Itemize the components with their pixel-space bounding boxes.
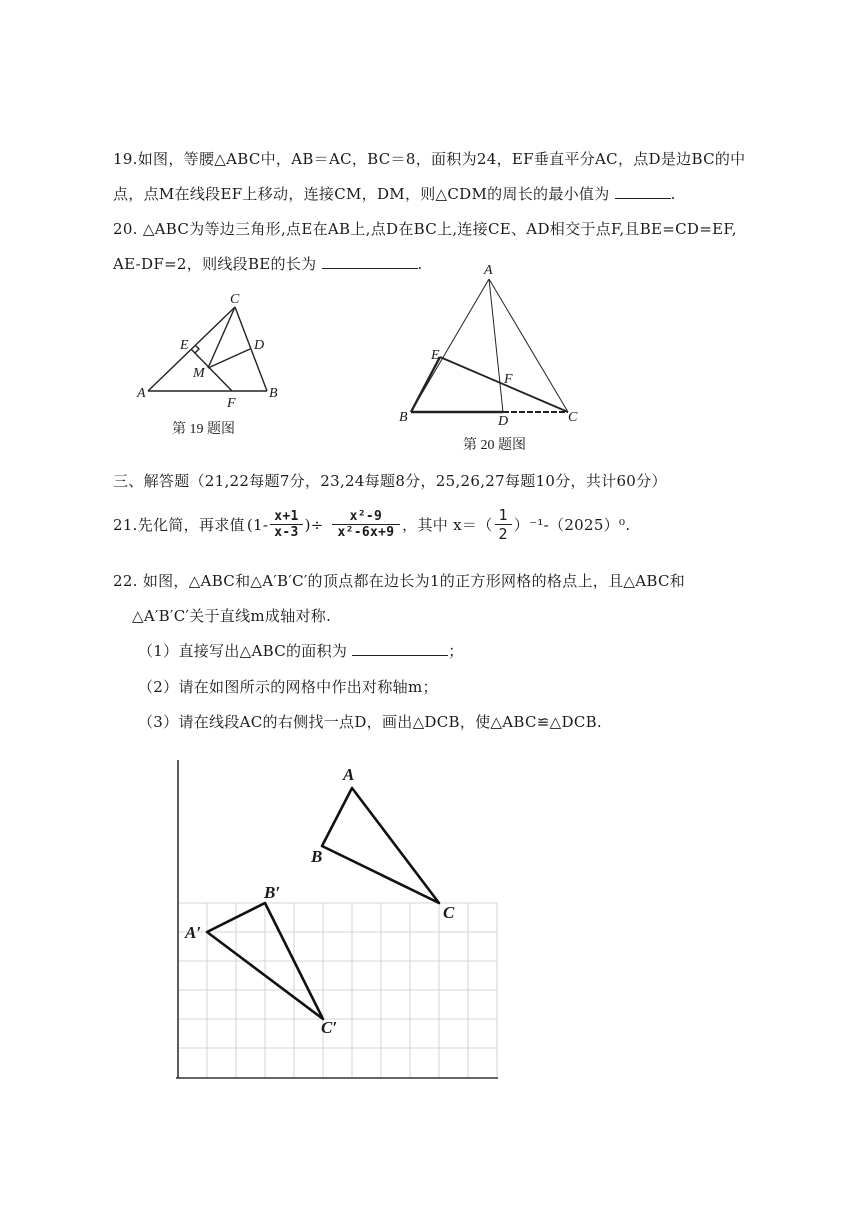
q21-f2-numerator: x²-9: [332, 509, 401, 525]
q21-f1-numerator: x+1: [270, 509, 302, 525]
q22-sub2: （2）请在如图所示的网格中作出对称轴m；: [138, 678, 438, 696]
q20-line2-end: .: [417, 255, 423, 273]
q19-line2-text: 点，点M在线段EF上移动，连接CM，DM，则△CDM的周长的最小值为: [113, 185, 610, 203]
fig20-label-a: A: [484, 263, 493, 278]
q19-line2-end: .: [670, 185, 676, 203]
fig20-label-c: C: [568, 410, 578, 425]
fig20-label-d: D: [498, 414, 509, 429]
fig20-label-e: E: [431, 348, 440, 363]
q21-f2-denominator: x²-6x+9: [337, 525, 395, 540]
fig19-label-a: A: [137, 386, 146, 401]
q21-mid: ，其中 x＝（: [402, 516, 493, 534]
fig22-label-b: B: [311, 847, 323, 866]
q19-line1: 19.如图，等腰△ABC中，AB＝AC，BC＝8，面积为24，EF垂直平分AC，点D是边BC的中: [113, 150, 746, 168]
q21-expr-close: )÷: [304, 515, 324, 534]
fig22-label-c1: C′: [321, 1018, 338, 1037]
fig22-grid: [178, 903, 497, 1077]
q22-line1: 22. 如图，△ABC和△A′B′C′的顶点都在边长为1的正方形网格的格点上，且△ABC和: [113, 572, 686, 590]
fig20-label-b: B: [399, 410, 408, 425]
fig19-caption: 第 19 题图: [172, 422, 235, 437]
q22-sub3: （3）请在线段AC的右侧找一点D，画出△DCB，使△ABC≌△DCB.: [138, 713, 602, 731]
q20-line2-text: AE-DF=2，则线段BE的长为: [113, 255, 317, 273]
fig19-label-e: E: [180, 338, 189, 353]
section-3-heading: 三、解答题（21,22每题7分，23,24每题8分，25,26,27每题10分，共计60分）: [113, 472, 667, 490]
q22-sub1-end: ；: [448, 642, 464, 660]
q22-line2: △A′B′C′关于直线m成轴对称.: [132, 607, 332, 625]
fig20-caption: 第 20 题图: [463, 438, 526, 453]
fig20-label-f: F: [504, 372, 513, 387]
q21-expr-open: (1-: [246, 515, 269, 534]
q22-sub1-text: （1）直接写出△ABC的面积为: [138, 642, 348, 660]
fig22-triangle-abc: [322, 788, 439, 903]
fig22-label-a: A: [343, 765, 355, 784]
fig19-label-d: D: [254, 338, 265, 353]
fig19-label-f: F: [227, 396, 236, 411]
fig19-label-c: C: [230, 292, 240, 307]
fig19-label-b: B: [269, 386, 278, 401]
fig22-label-b1: B′: [264, 883, 281, 902]
q21-prefix: 21.先化简，再求值: [113, 516, 245, 534]
q21-f1-denominator: x-3: [274, 525, 299, 540]
fig22-label-a1: A′: [185, 923, 202, 942]
fig22-label-c: C: [443, 903, 455, 922]
q21-tail: ）⁻¹-（2025）⁰.: [513, 516, 631, 534]
q20-line1: 20. △ABC为等边三角形,点E在AB上,点D在BC上,连接CE、AD相交于点F,且BE=CD=EF,: [113, 220, 737, 238]
q21-half-numerator: 1: [495, 506, 512, 525]
q21-half-denominator: 2: [498, 525, 508, 543]
fig19-label-m: M: [193, 366, 205, 381]
